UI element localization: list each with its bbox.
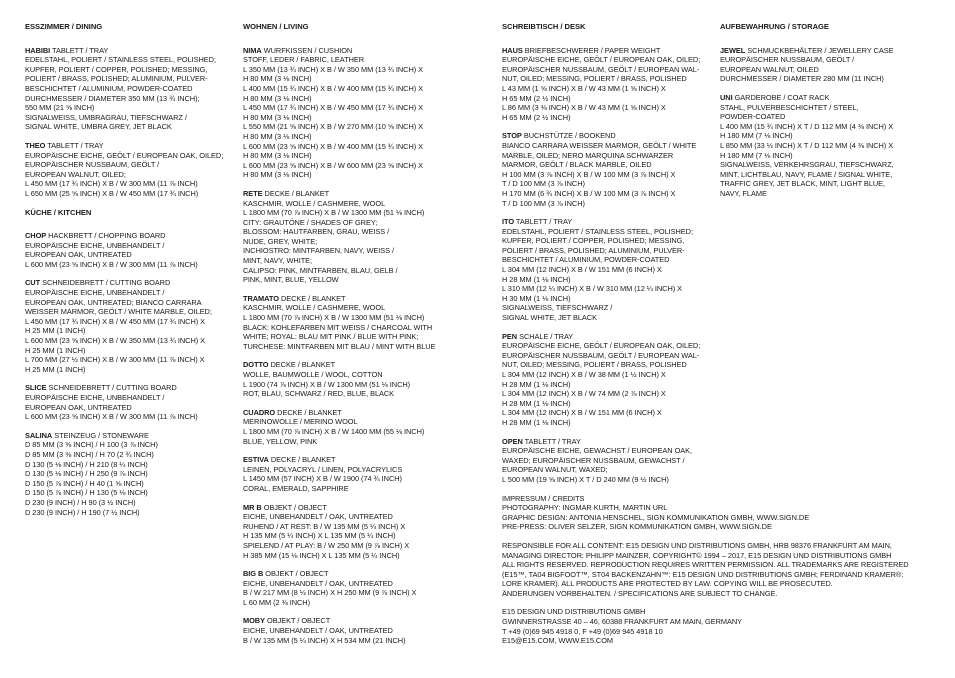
product-type: SCHNEIDEBRETT / CUTTING BOARD — [42, 278, 171, 288]
product-spec-line: H 80 MM (3 ⅛ INCH) — [243, 131, 312, 141]
product-spec-line: EUROPEAN WALNUT, OILED — [720, 64, 819, 74]
product-spec-line: L 600 MM (23 ⅝ INCH) X B / W 300 MM (11 ⅞ INCH) — [25, 259, 198, 269]
credits-line: PRE-PRESS: OLIVER SELZER, SIGN KOMMUNIKATION GMBH, WWW.SIGN.DE — [502, 522, 772, 532]
product-spec-line: L 600 MM (23 ⅝ INCH) X B / W 350 MM (13 ¾ INCH) X — [25, 336, 206, 346]
product-name: HABIBI — [25, 45, 51, 55]
product-spec-line: MINT, LICHTBLAU, NAVY, FLAME / SIGNAL WHITE, — [720, 169, 893, 179]
product-entry — [243, 503, 493, 561]
credits-line: RESPONSIBLE FOR ALL CONTENT: E15 DESIGN UND DISTRIBUTIONS GMBH, HRB 98376 FRANKFURT AM MAIN, — [502, 540, 892, 550]
product-spec-line: H 25 MM (1 INCH) — [25, 326, 86, 336]
product-spec-line: H 135 MM (5 ¼ INCH) X L 135 MM (5 ¼ INCH) — [243, 531, 396, 541]
product-spec-line: B / W 217 MM (8 ½ INCH) X H 250 MM (9 ⅞ INCH) X — [243, 588, 417, 598]
product-name: MR B — [243, 502, 262, 512]
product-name: CUT — [25, 278, 41, 288]
product-type: SCHNEIDEBRETT / CUTTING BOARD — [48, 383, 177, 393]
product-spec-line: ROT, BLAU, SCHWARZ / RED, BLUE, BLACK — [243, 389, 395, 399]
product-spec-line: H 30 MM (1 ⅛ INCH) — [502, 293, 571, 303]
product-header — [25, 278, 230, 288]
product-entry — [243, 408, 493, 446]
product-type: SCHMUCKBEHÄLTER / JEWELLERY CASE — [747, 45, 894, 55]
product-spec-line: NAVY, FLAME — [720, 188, 767, 198]
column-living — [243, 22, 493, 654]
product-entry — [243, 569, 493, 607]
product-spec-line: SIGNAL WHITE, UMBRA GREY, JET BLACK — [25, 122, 172, 132]
product-type: STEINZEUG / STONEWARE — [54, 430, 149, 440]
credits-line: GWINNERSTRASSE 40 – 46, 60388 FRANKFURT AM MAIN, GERMANY — [502, 617, 743, 627]
product-spec-line: H 25 MM (1 INCH) — [25, 364, 86, 374]
product-spec-line: L 1800 MM (70 ⅞ INCH) X B / W 1300 MM (51 ⅛ INCH) — [243, 208, 425, 218]
product-name: SALINA — [25, 430, 53, 440]
product-type: DECKE / BLANKET — [280, 293, 346, 303]
product-spec-line: L 350 MM (13 ¾ INCH) X B / W 350 MM (13 ¾ INCH) X — [243, 64, 424, 74]
product-name: HAUS — [502, 45, 523, 55]
product-spec-line: EUROPEAN OAK, UNTREATED — [25, 402, 132, 412]
credits-block — [502, 494, 922, 532]
product-spec-line: L 310 MM (12 ¼ INCH) X B / W 310 MM (12 ¼ INCH) X — [502, 284, 683, 294]
product-spec-line: H 385 MM (15 ⅛ INCH) X L 135 MM (5 ¼ INCH) — [243, 550, 400, 560]
credits-line: T +49 (0)69 945 4918 0, F +49 (0)69 945 4918 10 — [502, 626, 663, 636]
product-spec-line: EICHE, UNBEHANDELT / OAK, UNTREATED — [243, 512, 393, 522]
product-spec-line: H 25 MM (1 INCH) — [25, 345, 86, 355]
product-entry — [720, 93, 925, 199]
product-header — [25, 141, 230, 151]
product-name: ITO — [502, 217, 515, 227]
product-spec-line: CORAL, EMERALD, SAPPHIRE — [243, 483, 349, 493]
product-spec-line: EICHE, UNBEHANDELT / OAK, UNTREATED — [243, 578, 393, 588]
product-spec-line: H 65 MM (2 ½ INCH) — [502, 112, 571, 122]
product-spec-line: H 28 MM (1 ⅛ INCH) — [502, 274, 571, 284]
product-spec-line: TURCHESE: MINTFARBEN MIT BLAU / MINT WITH BLUE — [243, 341, 436, 351]
section-title: ESSZIMMER / DINING — [25, 22, 103, 31]
product-spec-line: EUROPÄISCHE EICHE, GEÖLT / EUROPEAN OAK, OILED; — [502, 55, 701, 65]
product-spec-line: KASCHMIR, WOLLE / CASHMERE, WOOL — [243, 198, 386, 208]
product-spec-line: INCHIOSTRO: MINTFARBEN, NAVY, WEISS / — [243, 246, 395, 256]
product-spec-line: D 85 MM (3 ⅜ INCH) / H 100 (3 ⅞ INCH) — [25, 440, 158, 450]
product-header — [243, 503, 493, 513]
credits-block — [502, 607, 922, 645]
product-spec-line: MARBLE, OILED; NERO MARQUINA SCHWARZER — [502, 150, 674, 160]
product-spec-line: SIGNALWEISS, VERKEHRSGRAU, TIEFSCHWARZ, — [720, 160, 894, 170]
product-spec-line: H 80 MM (3 ⅛ INCH) — [243, 93, 312, 103]
product-header — [243, 408, 493, 418]
product-spec-line: L 850 MM (33 ½ INCH) X T / D 112 MM (4 ⅜ INCH) X — [720, 140, 894, 150]
product-spec-line: BLACK: KOHLEFARBEN MIT WEISS / CHARCOAL WITH — [243, 322, 433, 332]
product-spec-line: D 150 (5 ⅞ INCH) / H 40 (1 ⅝ INCH) — [25, 478, 144, 488]
product-name: JEWEL — [720, 45, 746, 55]
product-spec-line: H 80 MM (3 ⅛ INCH) — [243, 151, 312, 161]
product-spec-line: WEISSER MARMOR, GEÖLT / WHITE MARBLE, OILED; — [25, 307, 212, 317]
product-spec-line: H 180 MM (7 ⅛ INCH) — [720, 131, 793, 141]
product-spec-line: MERINOWOLLE / MERINO WOOL — [243, 417, 358, 427]
product-spec-line: EUROPEAN WALNUT, OILED; — [25, 169, 126, 179]
product-spec-line: D 130 (5 ⅛ INCH) / H 250 (9 ⅞ INCH) — [25, 469, 148, 479]
product-spec-line: WOLLE, BAUMWOLLE / WOOL, COTTON — [243, 370, 383, 379]
product-type: HACKBRETT / CHOPPING BOARD — [48, 231, 166, 241]
credits-line: LORE KRAMER). ALL PRODUCTS ARE PROTECTED BY LAW. COPYING WILL BE PROSECUTED. — [502, 579, 833, 589]
credits-line: MANAGING DIRECTOR: PHILIPP MAINZER, COPYRIGHT© 1994 – 2017, E15 DESIGN UND DISTRIBUTIONS GMBH — [502, 550, 892, 560]
product-entry — [25, 141, 230, 199]
product-entry — [502, 131, 712, 208]
product-name: ESTIVA — [243, 455, 269, 465]
product-spec-line: L 600 MM (23 ⅝ INCH) X B / W 400 MM (15 ¾ INCH) X — [243, 141, 424, 151]
product-type: TABLETT / TRAY — [515, 217, 573, 227]
product-spec-line: H 80 MM (3 ⅛ INCH) — [243, 170, 312, 180]
product-spec-line: MINT, NAVY, WHITE; — [243, 256, 313, 266]
product-spec-line: POLIERT / BRASS, POLISHED; ALUMINIUM, PULVER- — [502, 245, 685, 255]
product-entry — [25, 383, 230, 421]
product-name: NIMA — [243, 45, 262, 55]
product-type: DECKE / BLANKET — [277, 407, 342, 417]
product-entry — [720, 46, 925, 84]
product-spec-line: BIANCO CARRARA WEISSER MARMOR, GEÖLT / WHITE — [502, 140, 697, 150]
product-header — [243, 455, 493, 465]
product-spec-line: L 400 MM (15 ¾ INCH) X B / W 400 MM (15 ¾ INCH) X — [243, 83, 424, 93]
product-type: BRIEFBESCHWERER / PAPER WEIGHT — [524, 45, 661, 55]
product-spec-line: POLIERT / BRASS, POLISHED; ALUMINIUM, PULVER- — [25, 74, 208, 84]
product-spec-line: L 43 MM (1 ⅝ INCH) X B / W 43 MM (1 ⅝ INCH) X — [502, 83, 666, 93]
product-spec-line: L 400 MM (15 ¾ INCH) X T / D 112 MM (4 ⅜ INCH) X — [720, 121, 894, 131]
product-name: MOBY — [243, 616, 265, 626]
product-spec-line: NUT, OILED; MESSING, POLIERT / BRASS, POLISHED — [502, 74, 687, 84]
product-spec-line: EUROPEAN WALNUT, WAXED; — [502, 465, 608, 475]
product-header — [25, 383, 230, 393]
product-type: BUCHSTÜTZE / BOOKEND — [523, 131, 616, 141]
product-name: RETE — [243, 188, 263, 198]
product-spec-line: SPIELEND / AT PLAY: B / W 250 MM (9 ⅞ INCH) X — [243, 540, 410, 550]
product-spec-line: H 80 MM (3 ⅛ INCH) — [243, 74, 312, 84]
product-spec-line: H 180 MM (7 ⅛ INCH) — [720, 150, 793, 160]
product-spec-line: POWDER-COATED — [720, 112, 786, 122]
product-name: PEN — [502, 331, 518, 341]
product-header — [502, 217, 712, 227]
product-spec-line: NUDE, GREY, WHITE; — [243, 236, 318, 246]
product-spec-line: L 86 MM (3 ⅜ INCH) X B / W 43 MM (1 ⅝ INCH) X — [502, 103, 666, 113]
product-spec-line: WAXED; EUROPÄISCHER NUSSBAUM, GEWACHST / — [502, 455, 685, 465]
product-type: TABLETT / TRAY — [52, 45, 109, 55]
product-type: SCHALE / TRAY — [519, 331, 574, 341]
product-entry — [243, 189, 493, 285]
product-name: STOP — [502, 131, 522, 141]
product-spec-line: T / D 100 MM (3 ⅞ INCH) — [502, 179, 585, 189]
product-spec-line: L 60 MM (2 ⅜ INCH) — [243, 597, 310, 607]
product-spec-line: EUROPEAN OAK, UNTREATED — [25, 250, 132, 260]
product-header — [243, 360, 493, 370]
product-spec-line: L 304 MM (12 INCH) X B / W 74 MM (2 ⅞ INCH) X — [502, 389, 666, 399]
product-spec-line: L 1900 (74 ⅞ INCH) X B / W 1300 MM (51 ⅛ INCH) — [243, 379, 411, 389]
product-spec-line: CITY: GRAUTÖNE / SHADES OF GREY; — [243, 217, 378, 227]
product-header — [502, 332, 712, 342]
product-name: CHOP — [25, 231, 47, 241]
product-spec-line: DURCHMESSER / DIAMETER 350 MM (13 ¾ INCH); — [25, 93, 200, 103]
product-spec-line: D 150 (5 ⅞ INCH) / H 130 (5 ⅛ INCH) — [25, 488, 148, 498]
product-spec-line: TRAFFIC GREY, JET BLACK, MINT, LIGHT BLUE, — [720, 179, 886, 189]
product-spec-line: L 600 MM (23 ⅝ INCH) X B / W 600 MM (23 ⅝ INCH) X — [243, 160, 424, 170]
product-name: OPEN — [502, 436, 523, 446]
product-spec-line: BESCHICHTET / ALUMINIUM, POWDER-COATED — [502, 255, 670, 265]
product-name: BIG B — [243, 569, 264, 579]
product-spec-line: BLUE, YELLOW, PINK — [243, 436, 318, 446]
product-spec-line: EUROPÄISCHE EICHE, GEÖLT / EUROPEAN OAK, OILED; — [502, 341, 701, 351]
product-spec-line: EDELSTAHL, POLIERT / STAINLESS STEEL, POLISHED; — [25, 55, 216, 65]
product-spec-line: EUROPÄISCHE EICHE, UNBEHANDELT / — [25, 240, 165, 250]
product-spec-line: D 230 (9 INCH) / H 190 (7 ½ INCH) — [25, 507, 140, 517]
product-spec-line: H 100 MM (3 ⅞ INCH) X B / W 100 MM (3 ⅞ INCH) X — [502, 169, 676, 179]
product-spec-line: H 28 MM (1 ⅛ INCH) — [502, 398, 571, 408]
column-dining-kitchen — [25, 22, 230, 526]
product-entry — [243, 455, 493, 493]
credits-line: IMPRESSUM / CREDITS — [502, 493, 585, 503]
product-entry — [502, 437, 712, 485]
product-spec-line: EUROPÄISCHE EICHE, UNBEHANDELT / — [25, 393, 165, 402]
product-spec-line: D 230 (9 INCH) / H 90 (3 ½ INCH) — [25, 497, 136, 507]
product-spec-line: EICHE, UNBEHANDELT / OAK, UNTREATED — [243, 626, 393, 636]
product-spec-line: BESCHICHTET / ALUMINIUM, POWDER-COATED — [25, 83, 193, 93]
product-spec-line: H 80 MM (3 ⅛ INCH) — [243, 112, 312, 122]
product-spec-line: L 450 MM (17 ¾ INCH) X B / W 450 MM (17 ¾ INCH) X — [25, 316, 206, 326]
product-spec-line: 550 MM (21 ⅝ INCH) — [25, 103, 95, 113]
product-spec-line: EUROPÄISCHER NUSSBAUM, GEÖLT / — [720, 55, 855, 65]
credits-line: ÄNDERUNGEN VORBEHALTEN. / SPECIFICATIONS ARE SUBJECT TO CHANGE. — [502, 588, 778, 598]
product-spec-line: EUROPÄISCHE EICHE, GEÖLT / EUROPEAN OAK, OILED; — [25, 150, 224, 160]
product-spec-line: H 28 MM (1 ⅛ INCH) — [502, 379, 571, 389]
section-title: KÜCHE / KITCHEN — [25, 207, 92, 217]
product-spec-line: T / D 100 MM (3 ⅞ INCH) — [502, 198, 585, 208]
section-title: WOHNEN / LIVING — [243, 22, 309, 31]
product-spec-line: PINK, MINT, BLUE, YELLOW — [243, 275, 339, 285]
product-spec-line: EUROPÄISCHER NUSSBAUM, GEÖLT / — [25, 160, 160, 170]
product-header — [25, 231, 230, 241]
section-title: SCHREIBTISCH / DESK — [502, 22, 586, 31]
product-name: SLICE — [25, 383, 47, 393]
product-spec-line: D 130 (5 ⅛ INCH) / H 210 (8 ¼ INCH) — [25, 459, 148, 469]
product-header — [25, 431, 230, 441]
product-entry — [25, 431, 230, 517]
product-spec-line: SIGNALWEISS, UMBRAGRAU, TIEFSCHWARZ / — [25, 112, 187, 122]
credits-line: E15@E15.COM, WWW.E15.COM — [502, 636, 614, 646]
product-type: TABLETT / TRAY — [47, 140, 104, 150]
product-spec-line: MARMOR, GEÖLT / BLACK MARBLE, OILED — [502, 160, 652, 170]
product-spec-line: L 600 MM (23 ⅝ INCH) X B / W 300 MM (11 ⅞ INCH) — [25, 412, 198, 422]
credits-line: PHOTOGRAPHY: INGMAR KURTH, MARTIN URL — [502, 503, 668, 513]
product-spec-line: B / W 135 MM (5 ¼ INCH) X H 534 MM (21 INCH) — [243, 635, 406, 645]
product-spec-line: EUROPÄISCHER NUSSBAUM, GEÖLT / EUROPEAN WAL- — [502, 350, 700, 360]
product-type: TABLETT / TRAY — [524, 436, 581, 446]
product-spec-line: EUROPÄISCHER NUSSBAUM, GEÖLT / EUROPEAN WAL- — [502, 64, 700, 74]
product-spec-line: D 85 MM (3 ⅜ INCH) / H 70 (2 ¾ INCH) — [25, 449, 154, 459]
product-spec-line: DURCHMESSER / DIAMETER 280 MM (11 INCH) — [720, 74, 884, 84]
product-type: OBJEKT / OBJECT — [263, 502, 327, 512]
section-title: AUFBEWAHRUNG / STORAGE — [720, 22, 829, 31]
product-header — [502, 131, 712, 141]
product-spec-line: L 1800 MM (70 ⅞ INCH) X B / W 1300 MM (51 ⅛ INCH) — [243, 313, 425, 323]
product-name: TRAMATO — [243, 293, 279, 303]
product-header — [502, 437, 712, 447]
product-header — [243, 46, 493, 56]
product-type: OBJEKT / OBJECT — [265, 569, 329, 579]
product-type: DECKE / BLANKET — [270, 360, 336, 370]
product-spec-line: L 650 MM (25 ⅝ INCH) X B / W 450 MM (17 ¾ INCH) — [25, 188, 199, 198]
product-type: WURFKISSEN / CUSHION — [263, 45, 353, 55]
product-spec-line: L 700 MM (27 ½ INCH) X B / W 300 MM (11 ⅞ INCH) X — [25, 355, 205, 365]
product-spec-line: L 1450 MM (57 INCH) X B / W 1900 (74 ¾ INCH) — [243, 474, 402, 484]
product-spec-line: H 65 MM (2 ½ INCH) — [502, 93, 571, 103]
product-spec-line: KUPFER, POLIERT / COPPER, POLISHED; MESSING, — [25, 64, 208, 74]
product-header — [720, 46, 925, 56]
product-spec-line: EUROPÄISCHE EICHE, GEWACHST / EUROPEAN OAK, — [502, 446, 693, 456]
product-type: GARDEROBE / COAT RACK — [734, 92, 830, 102]
product-spec-line: SIGNALWEISS, TIEFSCHWARZ / — [502, 303, 613, 313]
product-entry — [25, 278, 230, 374]
product-entry — [502, 332, 712, 428]
credits-line: (E15™, TA04 BIGFOOT™, ST04 BACKENZAHN™: E15 DESIGN UND DISTRIBUTIONS GMBH; FERDINAND KRAMER®: — [502, 569, 904, 579]
product-spec-line: L 450 MM (17 ¾ INCH) X B / W 300 MM (11 ⅞ INCH) — [25, 179, 198, 189]
product-name: DOTTO — [243, 360, 269, 370]
product-header — [502, 46, 712, 56]
product-spec-line: L 550 MM (21 ⅝ INCH) X B / W 270 MM (10 ⅝ INCH) X — [243, 122, 424, 132]
product-spec-line: H 170 MM (6 ¾ INCH) X B / W 100 MM (3 ⅞ INCH) X — [502, 188, 676, 198]
product-spec-line: KUPFER, POLIERT / COPPER, POLISHED; MESSING, — [502, 236, 685, 246]
product-spec-line: STOFF, LEDER / FABRIC, LEATHER — [243, 55, 365, 65]
credits-section — [502, 494, 922, 646]
column-storage — [720, 22, 925, 208]
product-spec-line: L 450 MM (17 ¾ INCH) X B / W 450 MM (17 ¾ INCH) X — [243, 103, 424, 113]
product-spec-line: BLOSSOM: HAUTFARBEN, GRAU, WEISS / — [243, 227, 390, 237]
product-spec-line: STAHL, PULVERBESCHICHTET / STEEL, — [720, 102, 859, 112]
product-spec-line: H 28 MM (1 ⅛ INCH) — [502, 417, 571, 427]
product-spec-line: EDELSTAHL, POLIERT / STAINLESS STEEL, POLISHED; — [502, 226, 693, 236]
product-entry — [243, 360, 493, 398]
product-spec-line: EUROPEAN OAK, UNTREATED; BIANCO CARRARA — [25, 297, 202, 307]
credits-block — [502, 541, 922, 599]
product-entry — [502, 217, 712, 323]
product-spec-line: KASCHMIR, WOLLE / CASHMERE, WOOL — [243, 303, 386, 313]
product-spec-line: WHITE; ROYAL: BLAU MIT PINK / BLUE WITH PINK; — [243, 332, 419, 342]
product-entry — [243, 46, 493, 180]
product-type: OBJEKT / OBJECT — [267, 616, 331, 626]
product-spec-line: L 304 MM (12 INCH) X B / W 38 MM (1 ½ INCH) X — [502, 370, 666, 379]
product-spec-line: RUHEND / AT REST: B / W 135 MM (5 ¼ INCH) X — [243, 521, 406, 531]
product-entry — [243, 294, 493, 352]
product-entry — [25, 46, 230, 132]
product-entry — [25, 231, 230, 269]
product-type: DECKE / BLANKET — [270, 455, 336, 465]
product-name: UNI — [720, 92, 733, 102]
product-header — [720, 93, 925, 103]
product-name: CUADRO — [243, 407, 276, 417]
product-header — [243, 616, 493, 626]
product-spec-line: NUT, OILED; MESSING, POLIERT / BRASS, POLISHED — [502, 360, 687, 370]
product-spec-line: L 1800 MM (70 ⅞ INCH) X B / W 1400 MM (55 ⅛ INCH) — [243, 426, 425, 436]
product-name: THEO — [25, 140, 46, 150]
product-header — [243, 569, 493, 579]
product-spec-line: CALIPSO: PINK, MINTFARBEN, BLAU, GELB / — [243, 265, 398, 275]
product-entry — [502, 46, 712, 123]
product-spec-line: LEINEN, POLYACRYL / LINEN, POLYACRYLICS — [243, 464, 403, 474]
product-header — [243, 294, 493, 304]
product-entry — [243, 616, 493, 645]
credits-line: E15 DESIGN UND DISTRIBUTIONS GMBH — [502, 607, 646, 617]
credits-line: ALL RIGHTS RESERVED. REPRODUCTION REQUIRES WRITTEN PERMISSION. ALL TRADEMARKS ARE REGISTERED — [502, 560, 909, 570]
product-header — [25, 46, 230, 56]
product-type: DECKE / BLANKET — [264, 188, 330, 198]
product-spec-line: EUROPÄISCHE EICHE, UNBEHANDELT / — [25, 288, 165, 298]
product-spec-line: L 304 MM (12 INCH) X B / W 151 MM (6 INCH) X — [502, 408, 662, 418]
product-header — [243, 189, 493, 199]
product-spec-line: SIGNAL WHITE, JET BLACK — [502, 313, 597, 323]
product-spec-line: L 304 MM (12 INCH) X B / W 151 MM (6 INCH) X — [502, 265, 662, 275]
product-spec-line: L 500 MM (19 ⅝ INCH) X T / D 240 MM (9 ½ INCH) — [502, 474, 669, 484]
credits-line: GRAPHIC DESIGN: ANTONIA HENSCHEL, SIGN KOMMUNIKATION GMBH, WWW.SIGN.DE — [502, 512, 810, 522]
